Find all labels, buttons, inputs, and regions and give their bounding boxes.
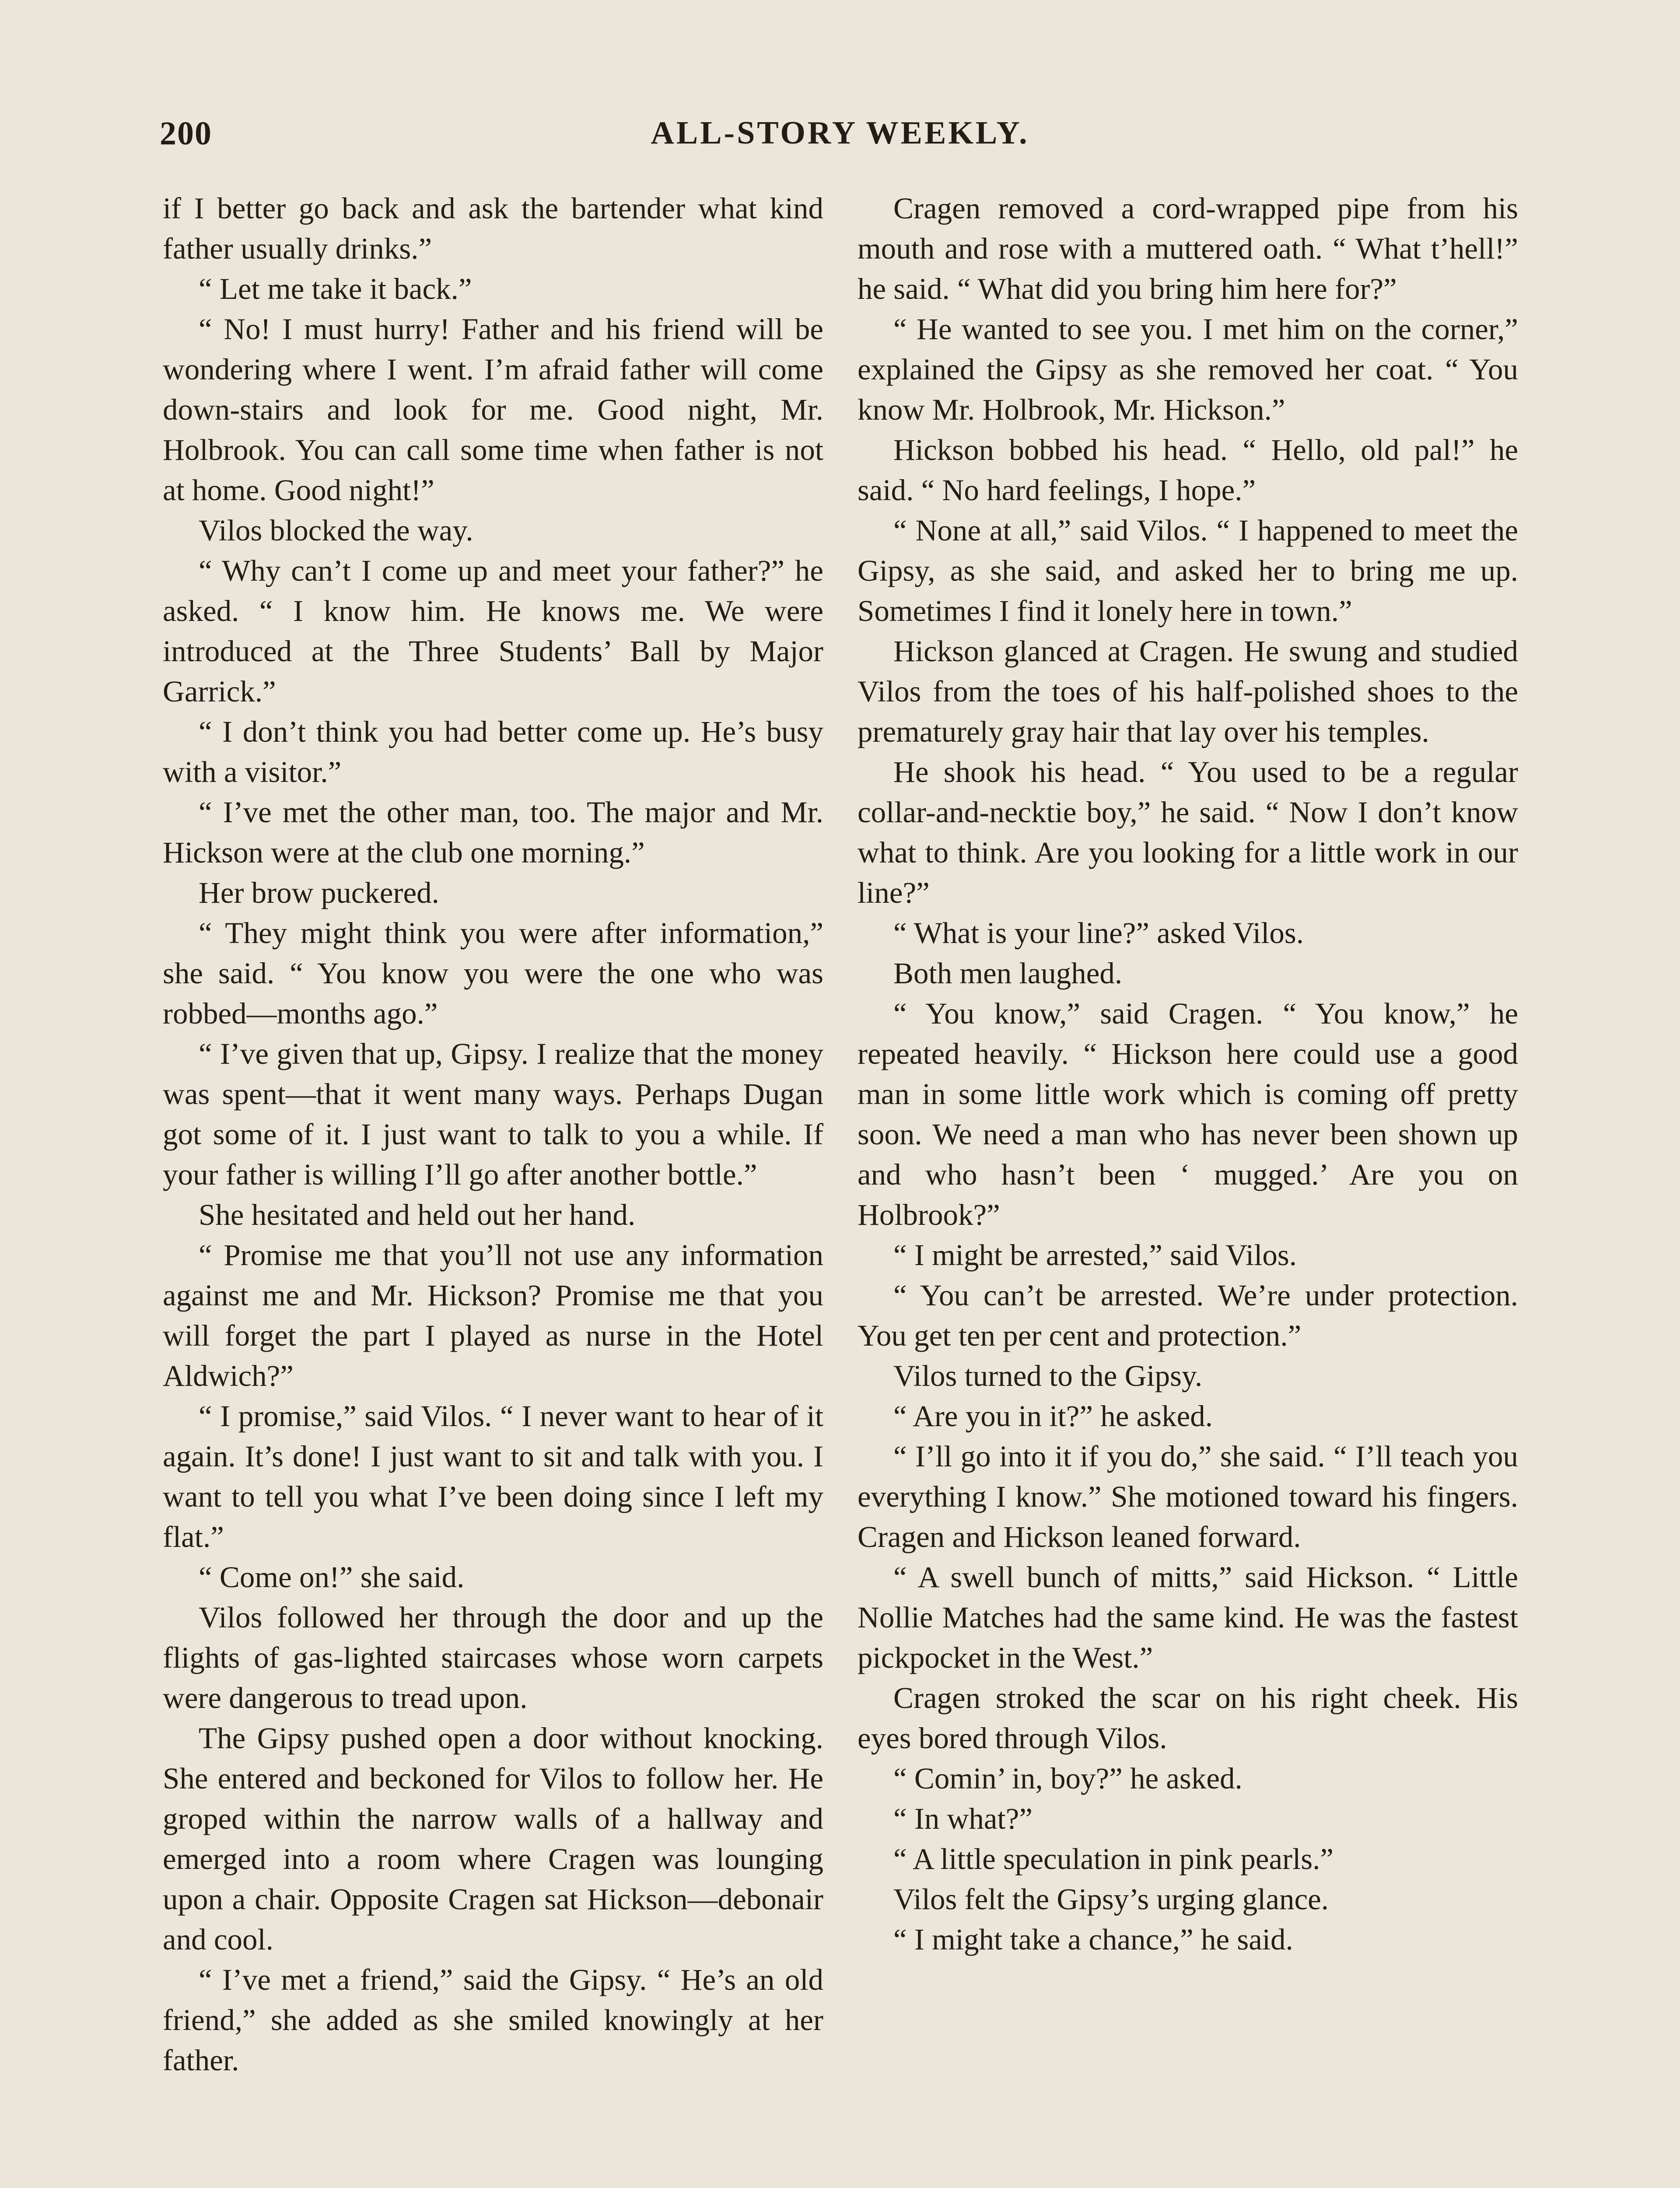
paragraph: Hickson glanced at Cragen. He swung and studied Vilos from the toes of his half-polished shoes to the prematurely gray hair that lay over his temples.	[858, 635, 1518, 748]
right-column	[858, 188, 1518, 1960]
paragraph: “ A little speculation in pink pearls.”	[893, 1842, 1334, 1876]
paragraph: He shook his head. “ You used to be a regular collar-and-necktie boy,” he said. “ Now I don’t know what to think. Are you looking for a little work in our line?”	[858, 755, 1518, 909]
paragraph: “ You can’t be arrested. We’re under protection. You get ten per cent and protection.”	[858, 1279, 1518, 1352]
paragraph: Vilos turned to the Gipsy.	[893, 1359, 1203, 1392]
running-title: ALL-STORY WEEKLY.	[651, 115, 1029, 151]
paragraph: The Gipsy pushed open a door without knocking. She entered and beckoned for Vilos to follow her. He groped within the narrow walls of a hallway and emerged into a room where Cragen was lounging upon a chair. Opposite Cragen sat Hickson—debonair and cool.	[163, 1722, 823, 1956]
paragraph: “ Why can’t I come up and meet your father?” he asked. “ I know him. He knows me. We were introduced at the Three Students’ Ball by Major Garrick.”	[163, 554, 823, 708]
paragraph: “ I’ve met the other man, too. The major and Mr. Hickson were at the club one morning.”	[163, 796, 823, 869]
paragraph: Vilos followed her through the door and up the flights of gas-lighted staircases whose worn carpets were dangerous to tread upon.	[163, 1601, 823, 1715]
paragraph: “ A swell bunch of mitts,” said Hickson. “ Little Nollie Matches had the same kind. He was the fastest pickpocket in the West.”	[858, 1560, 1518, 1674]
paragraph: “ Comin’ in, boy?” he asked.	[893, 1762, 1242, 1795]
paragraph: “ He wanted to see you. I met him on the corner,” explained the Gipsy as she removed her coat. “ You know Mr. Holbrook, Mr. Hickson.”	[858, 312, 1518, 426]
paragraph: “ Promise me that you’ll not use any information against me and Mr. Hickson? Promise me that you will forget the part I played as nurse in the Hotel Aldwich?”	[163, 1238, 823, 1392]
paragraph: Cragen stroked the scar on his right cheek. His eyes bored through Vilos.	[858, 1681, 1518, 1755]
paragraph: Cragen removed a cord-wrapped pipe from his mouth and rose with a muttered oath. “ What t’hell!” he said. “ What did you bring him here for?”	[858, 192, 1518, 305]
page-number: 200	[160, 115, 212, 152]
paragraph: “ What is your line?” asked Vilos.	[893, 916, 1304, 950]
paragraph: She hesitated and held out her hand.	[199, 1198, 636, 1231]
paragraph: “ I might be arrested,” said Vilos.	[893, 1238, 1297, 1272]
paragraph: “ They might think you were after information,” she said. “ You know you were the one who was robbed—months ago.”	[163, 916, 823, 1030]
page-header	[160, 115, 1520, 163]
paragraph: Hickson bobbed his head. “ Hello, old pal!” he said. “ No hard feelings, I hope.”	[858, 433, 1518, 507]
paragraph: “ I’ll go into it if you do,” she said. “ I’ll teach you everything I know.” She motioned toward his fingers. Cragen and Hickson leaned forward.	[858, 1440, 1518, 1553]
paragraph: “ Come on!” she said.	[199, 1560, 465, 1594]
paragraph: “ I promise,” said Vilos. “ I never want to hear of it again. It’s done! I just want to sit and talk with you. I want to tell you what I’ve been doing since I left my flat.”	[163, 1399, 823, 1553]
paragraph: Vilos felt the Gipsy’s urging glance.	[893, 1883, 1329, 1916]
paragraph: “ In what?”	[893, 1802, 1032, 1835]
paragraph: “ I don’t think you had better come up. He’s busy with a visitor.”	[163, 715, 823, 789]
paragraph: “ I’ve given that up, Gipsy. I realize that the money was spent—that it went many ways. Perhaps Dugan got some of it. I just want to talk to you a while. If your father is willing I’ll go after another bottle.”	[163, 1037, 823, 1191]
left-column	[163, 188, 823, 2080]
paragraph: Vilos blocked the way.	[199, 514, 473, 547]
paragraph: Her brow puckered.	[199, 876, 439, 909]
paragraph: “ Let me take it back.”	[199, 272, 472, 305]
paragraph: if I better go back and ask the bartender what kind father usually drinks.”	[163, 192, 823, 265]
paragraph: Both men laughed.	[893, 957, 1123, 990]
paragraph: “ You know,” said Cragen. “ You know,” he repeated heavily. “ Hickson here could use a good man in some little work which is coming off pretty soon. We need a man who has never been shown up and who hasn’t been ‘ mugged.’ Are you on Holbrook?”	[858, 997, 1518, 1231]
paragraph: “ None at all,” said Vilos. “ I happened to meet the Gipsy, as she said, and asked her to bring me up. Sometimes I find it lonely here in town.”	[858, 514, 1518, 628]
paragraph: “ I’ve met a friend,” said the Gipsy. “ He’s an old friend,” she added as she smiled knowingly at her father.	[163, 1963, 823, 2077]
paragraph: “ Are you in it?” he asked.	[893, 1399, 1213, 1433]
paragraph: “ No! I must hurry! Father and his friend will be wondering where I went. I’m afraid father will come down-stairs and look for me. Good night, Mr. Holbrook. You can call some time when father is not at home. Good night!”	[163, 312, 823, 507]
paragraph: “ I might take a chance,” he said.	[893, 1923, 1293, 1956]
